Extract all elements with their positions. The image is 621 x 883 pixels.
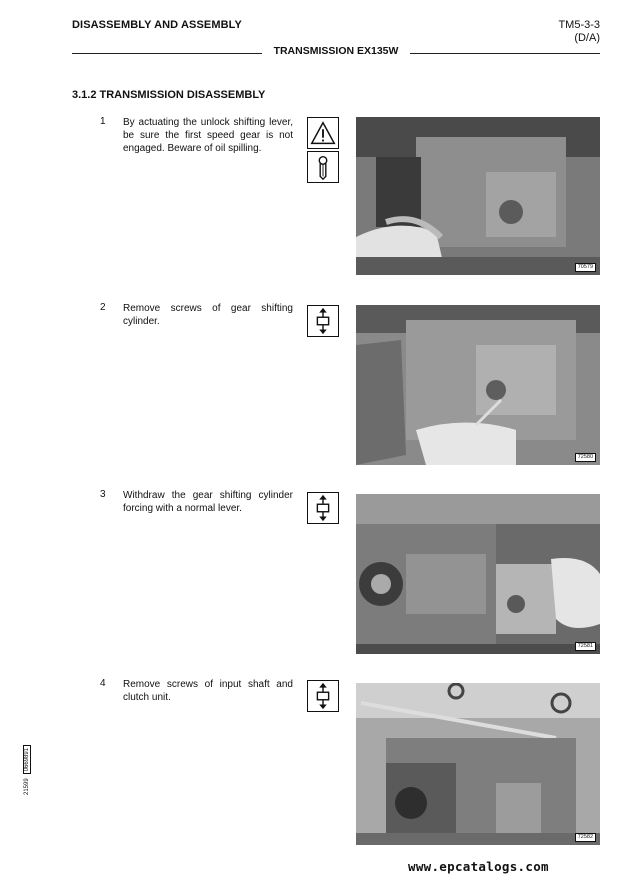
- side-document-code: [24, 745, 30, 795]
- document-code: [540, 19, 600, 45]
- step-4-text: Remove screws of input shaft and clutch unit.: [123, 679, 293, 703]
- step-3-photo-label: 72581: [575, 642, 596, 651]
- step-1-text: By actuating the unlock shifting lever, be sure the first speed gear is not engaged. Beware of oil spilling.: [123, 117, 293, 154]
- document-code-suffix: (D/A): [574, 32, 600, 44]
- step-2-photo-label: 72580: [575, 453, 596, 462]
- document-subtitle: TRANSMISSION EX135W: [273, 45, 399, 57]
- step-4-number: 4: [100, 678, 106, 689]
- safety-pin-icon: [307, 151, 339, 183]
- step-2-photo: [356, 305, 600, 465]
- footer-url: www.epcatalogs.com: [408, 859, 549, 874]
- disassemble-arrows-icon: [307, 492, 339, 524]
- step-1-photo-label: 70579: [575, 263, 596, 272]
- header-rule-right: [410, 53, 600, 54]
- document-code-main: TM5-3-3: [558, 19, 600, 31]
- step-4-photo: [356, 683, 600, 845]
- step-2-text: Remove screws of gear shifting cylinder.: [123, 303, 293, 327]
- step-2-number: 2: [100, 302, 106, 313]
- disassemble-arrows-icon: [307, 305, 339, 337]
- step-3-text: Withdraw the gear shifting cylinder forcing with a normal lever.: [123, 490, 293, 514]
- side-code-number: 21599: [24, 778, 30, 795]
- side-code-boxed: 0669891: [23, 745, 31, 774]
- step-1-photo: [356, 117, 600, 275]
- header-rule-left: [72, 53, 262, 54]
- disassemble-arrows-icon: [307, 680, 339, 712]
- warning-triangle-icon: [307, 117, 339, 149]
- step-4-photo-label: 72582: [575, 833, 596, 842]
- section-title: 3.1.2 TRANSMISSION DISASSEMBLY: [72, 89, 266, 101]
- step-3-photo: [356, 494, 600, 654]
- step-1-number: 1: [100, 116, 106, 127]
- document-title: DISASSEMBLY AND ASSEMBLY: [72, 19, 242, 31]
- step-3-number: 3: [100, 489, 106, 500]
